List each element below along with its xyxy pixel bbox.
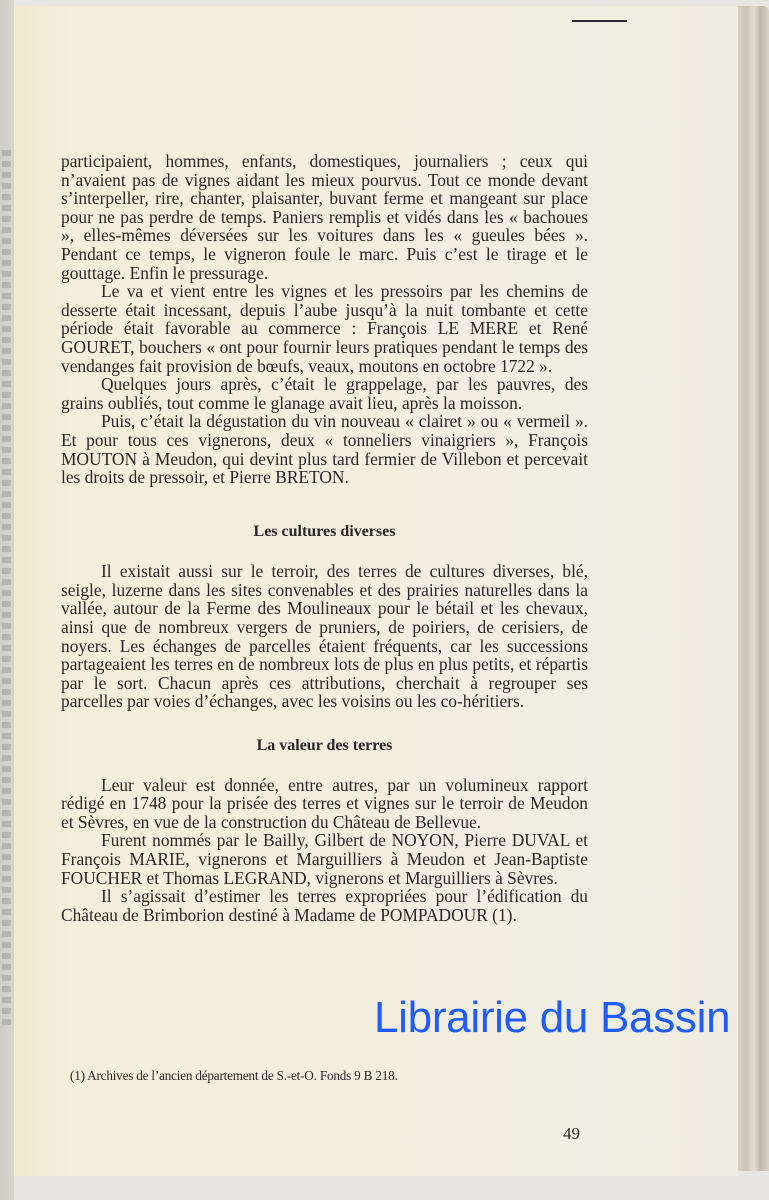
paragraph: Leur valeur est donnée, entre autres, par un volumineux rapport rédigé en 1748 pour la prisée des terres et vignes sur le terroir de Meudon et Sèvres, en vue de la construction du Château de Bellevue. [61,774,588,832]
paragraph: participaient, hommes, enfants, domestiques, journaliers ; ceux qui n’avaient pas de vignes aidant les mieux pourvus. Tout ce monde devant s’interpeller, rire, chanter, plaisanter, buvant ferme et mangeant sur place pour ne pas perdre de temps. Paniers remplis et vidés dans les « bachoues », elles-mêmes déversées sur les voitures dans les « gueules bées ». Pendant ce temps, le vigneron foule le marc. Puis c’est le tirage et le gouttage. Enfin le pressurage. [61,151,588,283]
page-body [61,152,588,924]
watermark: Librairie du Bassin [374,993,731,1042]
section-heading-valeur: La valeur des terres [256,737,393,755]
paragraph: Quelques jours après, c’était le grappelage, par les pauvres, des grains oubliés, tout comme le glanage avait lieu, après la moisson. [61,374,588,413]
paragraph: Le va et vient entre les vignes et les pressoirs par les chemins de desserte était incessant, depuis l’aube jusqu’à la nuit tombante et cette période était favorable au commerce : François LE MERE et René GOURET, bouchers « ont pour fournir leurs pratiques pendant le temps des vendanges fait provision de bœufs, veaux, moutons en octobre 1722 ». [61,281,588,376]
footnote: (1) Archives de l’ancien département de S.-et-O. Fonds 9 B 218. [70,1068,398,1083]
top-rule [572,20,627,22]
paragraph: Il existait aussi sur le terroir, des terres de cultures diverses, blé, seigle, luzerne dans les sites convenables et des prairies naturelles dans la vallée, autour de la Ferme des Moulineaux pour le bétail et les chevaux, ainsi que de nombreux vergers de pruniers, de poiriers, de cerisiers, de noyers. Les échanges de parcelles étaient fréquents, car les successions partageaient les terres en de nombreux lots de plus en plus petits, et répartis par le sort. Chacun après ces attributions, cherchait à regrouper ses parcelles par voies d’échanges, avec les voisins ou les co-héritiers. [61,561,588,712]
page-number: 49 [563,1124,580,1143]
facing-page-text-fragments [2,150,11,1030]
section-heading-cultures: Les cultures diverses [253,522,396,540]
facing-page-edge [0,0,14,1200]
paragraph: Puis, c’était la dégustation du vin nouveau « clairet » ou « vermeil ». Et pour tous ces vignerons, deux « tonneliers vinaigriers », François MOUTON à Meudon, qui devint plus tard fermier de Villebon et percevait les droits de pressoir, et Pierre BRETON. [61,411,588,488]
paragraph: Il s’agissait d’estimer les terres expropriées pour l’édification du Château de Brimborion destiné à Madame de POMPADOUR (1). [61,886,588,925]
paragraph: Furent nommés par le Bailly, Gilbert de NOYON, Pierre DUVAL et François MARIE, vignerons et Marguilliers à Meudon et Jean-Baptiste FOUCHER et Thomas LEGRAND, vignerons et Marguilliers à Sèvres. [61,830,588,888]
page-stack-edge [735,6,769,1171]
